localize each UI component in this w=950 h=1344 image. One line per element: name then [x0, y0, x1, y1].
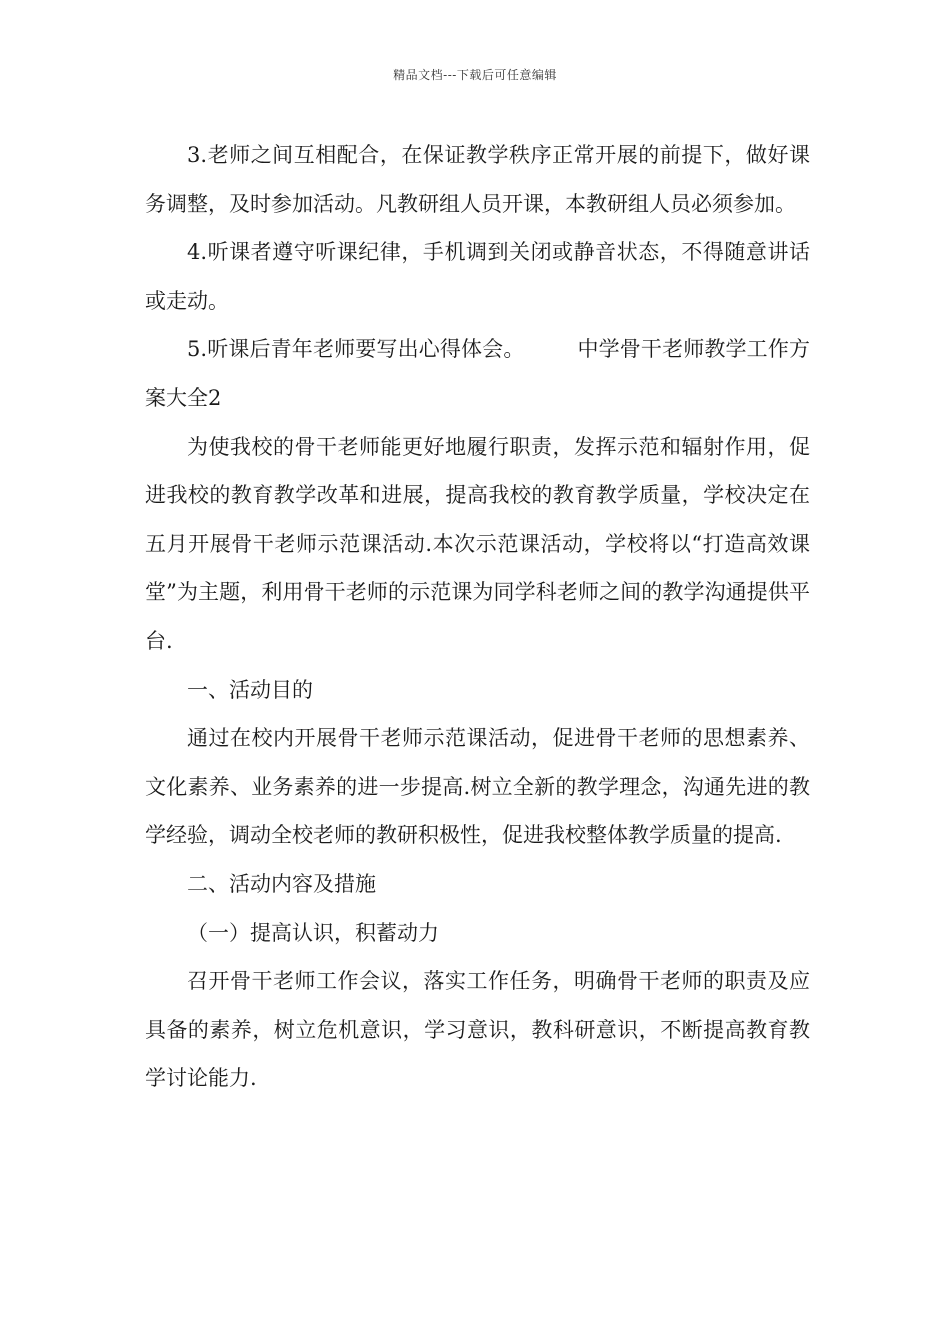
measure-paragraph: 召开骨干老师工作会议，落实工作任务，明确骨干老师的职责及应具备的素养，树立危机意识，学习意识，教科研意识，不断提高教育教学讨论能力. — [145, 969, 810, 1091]
paragraph-item-5-and-title: 5.听课后青年老师要写出心得体会。 中学骨干老师教学工作方案大全2 — [145, 337, 810, 410]
paragraph-item-4: 4.听课者遵守听课纪律，手机调到关闭或静音状态，不得随意讲话或走动。 — [145, 240, 810, 313]
section-heading-content: 二、活动内容及措施 — [187, 871, 376, 896]
goal-paragraph: 通过在校内开展骨干老师示范课活动，促进骨干老师的思想素养、文化素养、业务素养的进一步提高.树立全新的教学理念，沟通先进的教学经验，调动全校老师的教研积极性，促进我校整体教学质量的提高. — [145, 726, 810, 848]
intro-paragraph: 为使我校的骨干老师能更好地履行职责，发挥示范和辐射作用，促进我校的教育教学改革和进展，提高我校的教育教学质量，学校决定在五月开展骨干老师示范课活动.本次示范课活动，学校将以“打造高效课堂”为主题，利用骨干老师的示范课为同学科老师之间的教学沟通提供平台. — [145, 434, 810, 653]
section-heading-goal: 一、活动目的 — [187, 677, 313, 702]
subsection-heading: （一）提高认识，积蓄动力 — [187, 920, 439, 945]
document-body — [145, 131, 810, 1103]
paragraph-item-3: 3.老师之间互相配合，在保证教学秩序正常开展的前提下，做好课务调整，及时参加活动。凡教研组人员开课，本教研组人员必须参加。 — [145, 143, 810, 216]
page-header: 精品文档---下载后可任意编辑 — [393, 68, 557, 82]
